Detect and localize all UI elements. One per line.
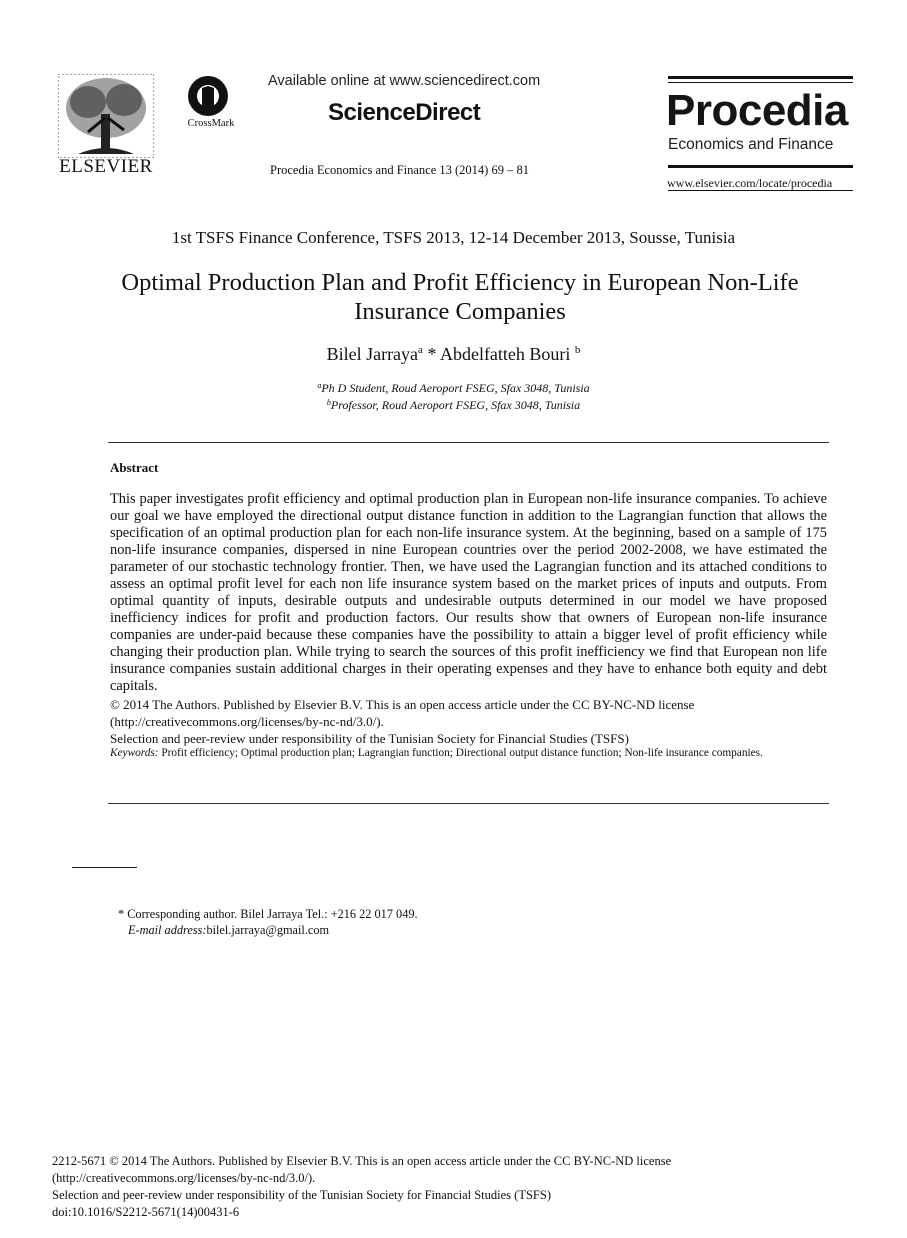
email-link[interactable]: bilel.jarraya@gmail.com bbox=[206, 923, 330, 937]
author-name: Bilel Jarraya bbox=[326, 344, 419, 364]
affil-text: Ph D Student, Roud Aeroport FSEG, Sfax 3048, Tunisia bbox=[321, 381, 590, 395]
journal-reference: Procedia Economics and Finance 13 (2014) 69 – 81 bbox=[270, 163, 529, 177]
affiliation-b bbox=[0, 398, 907, 413]
procedia-subtitle: Economics and Finance bbox=[668, 136, 834, 153]
footnote-rule bbox=[72, 867, 137, 868]
peer-review-note: Selection and peer-review under responsibility of the Tunisian Society for Financial Studies (TSFS) bbox=[110, 731, 629, 746]
procedia-logo: Procedia bbox=[666, 86, 848, 135]
keywords-list: Profit efficiency; Optimal production plan; Lagrangian function; Directional output distance function; Non-life insurance companies. bbox=[158, 747, 763, 759]
keywords bbox=[110, 746, 770, 760]
issn-copyright: 2212-5671 © 2014 The Authors. Published by Elsevier B.V. This is an open access article under the CC BY-NC-ND license bbox=[52, 1154, 672, 1168]
doi[interactable]: doi:10.1016/S2212-5671(14)00431-6 bbox=[52, 1205, 240, 1219]
affiliation-a bbox=[0, 381, 907, 396]
email-line bbox=[128, 923, 329, 938]
affil-mark: b bbox=[326, 398, 331, 407]
conference-line: 1st TSFS Finance Conference, TSFS 2013, 12-14 December 2013, Sousse, Tunisia bbox=[171, 228, 736, 247]
keywords-label: Keywords: bbox=[110, 747, 159, 759]
crossmark-label: CrossMark bbox=[187, 118, 235, 129]
author-line bbox=[0, 344, 907, 365]
license-link[interactable]: (http://creativecommons.org/licenses/by-nc-nd/3.0/). bbox=[110, 713, 384, 729]
procedia-rule bbox=[668, 165, 853, 168]
author-affil-mark: b bbox=[574, 344, 581, 356]
copyright-notice bbox=[110, 697, 694, 730]
bottom-license-link[interactable]: (http://creativecommons.org/licenses/by-nc-nd/3.0/). bbox=[52, 1171, 316, 1185]
available-online-text: Available online at www.sciencedirect.com bbox=[268, 73, 541, 89]
paper-title: Optimal Production Plan and Profit Efficiency in European Non-Life Insurance Companies bbox=[121, 269, 799, 325]
procedia-rule bbox=[668, 82, 853, 83]
divider bbox=[108, 803, 829, 804]
email-label: E-mail address: bbox=[128, 923, 207, 937]
author-affil-mark: a bbox=[418, 344, 423, 356]
copyright-line: © 2014 The Authors. Published by Elsevier B.V. This is an open access article under the CC BY-NC-ND license bbox=[110, 697, 695, 712]
corresponding-author: * Corresponding author. Bilel Jarraya Tel.: +216 22 017 049. bbox=[118, 907, 418, 921]
abstract-body: This paper investigates profit efficiency and optimal production plan in European non-life insurance companies. To achieve our goal we have employed the directional output distance function in addition to the Lagrangian function that allows the specification of an optimal production plan for each non-life insurance system. At the beginning, based on a sample of 175 non-life insurance companies, dispersed in nine European countries over the period 2002-2008, we have estimated the parameter of our stochastic technology frontier. Then, we have used the Lagrangian function and its attached conditions to assess an optimal profit level for each non life insurance system based on the market prices of inputs and outputs. From optimal quantity of inputs, desirable outputs and undesirable outputs determined in our model we have proposed inefficiency indices for profit and production factors. Our results show that owners of European non-life insurance companies are under-paid because these companies have the possibility to attain a bigger level of profit efficiency while changing their production plan. While trying to search the sources of this profit inefficiency we find that European non life insurance companies sustain additional charges in their operating expenses and they have to enhance both equity and debt capitals. bbox=[110, 491, 827, 694]
affil-mark: a bbox=[317, 381, 322, 390]
divider bbox=[108, 442, 829, 443]
affil-text: Professor, Roud Aeroport FSEG, Sfax 3048, Tunisia bbox=[330, 398, 581, 412]
procedia-rule bbox=[668, 76, 853, 79]
procedia-rule bbox=[668, 190, 853, 191]
corresponding-mark: * bbox=[422, 344, 440, 364]
abstract-heading: Abstract bbox=[110, 460, 159, 475]
procedia-url-link[interactable]: www.elsevier.com/locate/procedia bbox=[667, 176, 833, 190]
sciencedirect-logo: ScienceDirect bbox=[328, 99, 481, 126]
author-name: Abdelfatteh Bouri bbox=[439, 344, 571, 364]
bottom-peer-review: Selection and peer-review under responsibility of the Tunisian Society for Financial Studies (TSFS) bbox=[52, 1188, 551, 1202]
publisher-name: ELSEVIER bbox=[59, 156, 153, 177]
